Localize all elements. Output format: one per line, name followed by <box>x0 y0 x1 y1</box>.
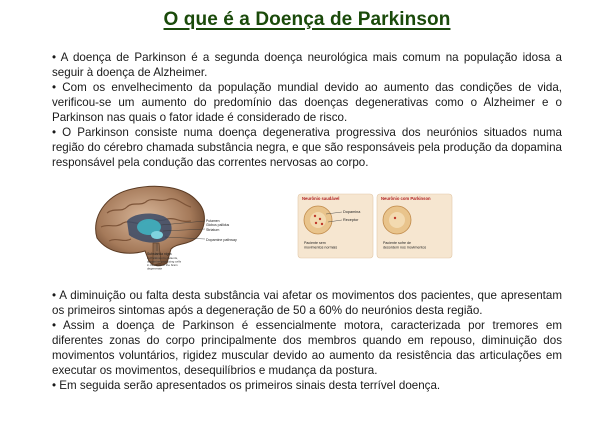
brain-label: Substantia nigra <box>147 252 172 256</box>
paragraph: • Em seguida serão apresentados os primeiros sinais desta terrível doença. <box>52 379 441 392</box>
brain-label: dopamine-producing cells <box>147 259 182 264</box>
healthy-caption: Paciente sem <box>304 241 326 245</box>
brain-illustration <box>87 183 247 275</box>
dopamine-label: Dopamina <box>343 210 361 214</box>
brain-label: in this area of the brain <box>147 263 178 267</box>
brain-label: Globus pallidus <box>206 223 230 227</box>
brain-label: Dopamine pathway <box>206 238 237 242</box>
healthy-neuron-title: Neurônio saudável <box>302 196 340 201</box>
paragraph: • Assim a doença de Parkinson é essencialmente motora, caracterizada por tremores em diferentes zonas do corpo principalmente dos membros quando em repouso, diminuição dos movimentos voluntários, rigidez muscular devido ao aumento da resistência das articulações em executar os movimentos, desequilíbrios e mudança da postura. <box>52 319 562 377</box>
symptoms-text-block <box>52 288 562 393</box>
receptor-label: Receptor <box>343 218 359 222</box>
paragraph: • A doença de Parkinson é a segunda doença neurológica mais comum na população idosa a seguir à doença de Alzheimer. <box>52 51 562 79</box>
paragraph: • A diminuição ou falta desta substância vai afetar os movimentos dos pacientes, que apresentam os primeiros sintomas após a degeneração de 50 a 60% do neurónios desta região. <box>52 289 562 317</box>
brain-label: Putamen <box>206 219 220 223</box>
neuron-comparison-illustration <box>296 192 454 262</box>
page-title: O que é a Doença de Parkinson <box>163 9 451 30</box>
brain-label: degenerate <box>147 266 163 271</box>
brain-label: In Parkinson's patients, <box>147 256 178 260</box>
brain-label: Striatum <box>206 228 220 232</box>
parkinson-caption: desordem nos movimentos <box>383 245 427 250</box>
intro-text-block <box>52 50 562 170</box>
paragraph: • O Parkinson consiste numa doença degenerativa progressiva dos neurónios situados numa região do cérebro chamada substância negra, e que são responsáveis pela produção da dopamina responsável pela condução das correntes nervosas ao corpo. <box>52 126 562 169</box>
healthy-caption: movimentos normais <box>304 245 338 250</box>
paragraph: • Com os envelhecimento da população mundial devido ao aumento das condições de vida, verificou-se um aumento do predomínio das doenças degenerativas como o Alzheimer e o Parkinson nas quais o fator idade é considerado de risco. <box>52 81 562 124</box>
parkinson-neuron-title: Neurônio com Parkinson <box>381 196 431 201</box>
parkinson-caption: Paciente sofre de <box>383 241 411 245</box>
